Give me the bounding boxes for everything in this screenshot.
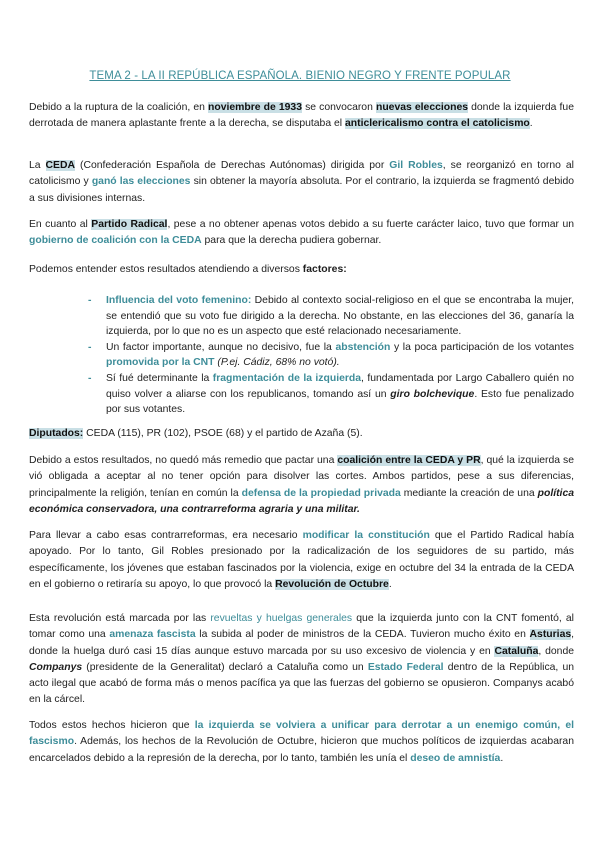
keyword-fascist-threat: amenaza fascista [109, 629, 196, 641]
keyword-abstention: abstención [335, 341, 391, 353]
paragraph-factors-intro: Podemos entender estos resultados atendiendo a diversos factores: [29, 264, 347, 275]
list-item: - Sí fué determinante la fragmentación de la izquierda, fundamentada por Largo Caballero quién no quiso volver a aliarse con los republicanos, tomando así un giro bolchevique. Esto fue penalizado por sus votantes. [88, 371, 574, 418]
highlight-asturias: Asturias [529, 629, 572, 641]
paragraph-ceda: La CEDA (Confederación Española de Derechas Autónomas) dirigida por Gil Robles, se reorganizó en torno al catolicismo y ganó las elecciones sin obtener la mayoría absoluta. Por el contrario, la izquierda se fragmentó debido a sus divisiones internas. [29, 160, 574, 204]
keyword-modify-constitution: modificar la constitución [302, 530, 430, 541]
factors-list [88, 293, 574, 418]
keyword-female-vote: Influencia del voto femenino: [106, 295, 252, 306]
paragraph-left-unification: Todos estos hechos hicieron que la izquierda se volviera a unificar para derrotar a un enemigo común, el fascismo. Además, los hechos de la Revolución de Octubre, hicieron que muchos políticos de izquierdas acabaran encarcelados debido a la represión de la derecha, por lo tanto, también les unía el deseo de amnistía. [29, 720, 574, 764]
highlight-elections: nuevas elecciones [375, 102, 469, 113]
paragraph-constitution: Para llevar a cabo esas contrarreformas, era necesario modificar la constitución que el Partido Radical había apoyado. Por lo tanto, Gil Robles presionado por la radicalización de los seguidores de su partido, más específicamente, los jóvenes que estaban fascinados por la violencia, exige en octubre del 34 la entrada de la CEDA en el gobierno o retiraría su apoyo, lo que provocó la Revolución de Octubre. [29, 530, 574, 590]
keyword-amnesty: deseo de amnistía [410, 752, 501, 764]
list-item: - Un factor importante, aunque no decisivo, fue la abstención y la poca participación de los votantes promovida por la CNT (P.ej. Cádiz, 68% no votó). [88, 340, 574, 371]
keyword-bolshevik-turn: giro bolchevique [390, 388, 475, 400]
paragraph-coalition: Debido a estos resultados, no quedó más remedio que pactar una coalición entre la CEDA y PR, qué la izquierda se vió obligada a aceptar al no tener opción para disolver las cortes. Ambos partidos, pese a sus diferencias, principalmente la religión, tenían en común la defensa de la propiedad privada mediante la creación de una política económica conservadora, una contrarreforma agraria y una militar. [29, 455, 574, 515]
paragraph-revolution: Esta revolución está marcada por las revueltas y huelgas generales que la izquierda junto con la CNT fomentó, al tomar como una amenaza fascista la subida al poder de ministros de la CEDA. Tuvieron mucho éxito en Asturias, donde la huelga duró casi 15 días aunque estuvo marcada por su uso excesivo de violencia y en Cataluña, donde Companys (presidente de la Generalitat) declaró a Cataluña como un Estado Federal dentro de la República, un acto ilegal que acabó de forma más o menos pacífica ya que las fuerzas del gobierno se opusieron. Companys acabó en la cárcel. [29, 613, 575, 706]
keyword-strikes: revueltas y huelgas generales [210, 613, 353, 624]
paragraph-partido-radical: En cuanto al Partido Radical, pese a no obtener apenas votos debido a su fuerte carácter laico, tuvo que formar un gobierno de coalición con la CEDA para que la derecha pudiera gobernar. [29, 219, 574, 247]
paragraph-deputies: Diputados: CEDA (115), PR (102), PSOE (68) y el partido de Azaña (5). [29, 428, 363, 439]
highlight-anticlericalism: anticlericalismo contra el catolicismo [344, 118, 530, 130]
keyword-left-fragmentation: fragmentación de la izquierda [212, 372, 362, 384]
keyword-won-elections: ganó las elecciones [91, 176, 191, 188]
highlight-cataluna: Cataluña [494, 645, 539, 657]
page-title: TEMA 2 - LA II REPÚBLICA ESPAÑOLA. BIENIO NEGRO Y FRENTE POPULAR [89, 70, 511, 82]
highlight-date: noviembre de 1933 [208, 102, 302, 113]
highlight-ceda-pr-coalition: coalición entre la CEDA y PR [337, 455, 481, 466]
keyword-gil-robles: Gil Robles [389, 160, 443, 171]
highlight-deputies: Diputados: [29, 428, 84, 439]
list-item: - Influencia del voto femenino: Debido al contexto social-religioso en el que se encontraba la mujer, se entendió que su voto fue dirigido a la derecha. No obstante, en las elecciones del 36, ganaría la izquierda, por lo que no es un aspecto que esté relacionado necesariamente. [88, 293, 574, 340]
highlight-ceda: CEDA [45, 160, 75, 171]
keyword-left-unification: la izquierda se volviera a unificar para derrotar a un enemigo común, el fascismo [29, 720, 574, 748]
paragraph-elections-1933: Debido a la ruptura de la coalición, en noviembre de 1933 se convocaron nuevas elecciones donde la izquierda fue derrotada de manera aplastante frente a la derecha, se disputaba el anticlericalismo contra el catolicismo. [29, 102, 574, 130]
keyword-federal-state: Estado Federal [367, 661, 444, 673]
keyword-private-property: defensa de la propiedad privada [241, 487, 401, 499]
keyword-coalition-government: gobierno de coalición con la CEDA [29, 235, 202, 247]
keyword-cnt: promovida por la CNT [106, 357, 215, 369]
keyword-companys: Companys [29, 661, 83, 673]
highlight-october-revolution: Revolución de Octubre [275, 578, 389, 590]
keyword-conservative-policy: política económica conservadora, una contrarreforma agraria y una militar. [29, 487, 574, 515]
highlight-partido-radical: Partido Radical [91, 219, 168, 230]
